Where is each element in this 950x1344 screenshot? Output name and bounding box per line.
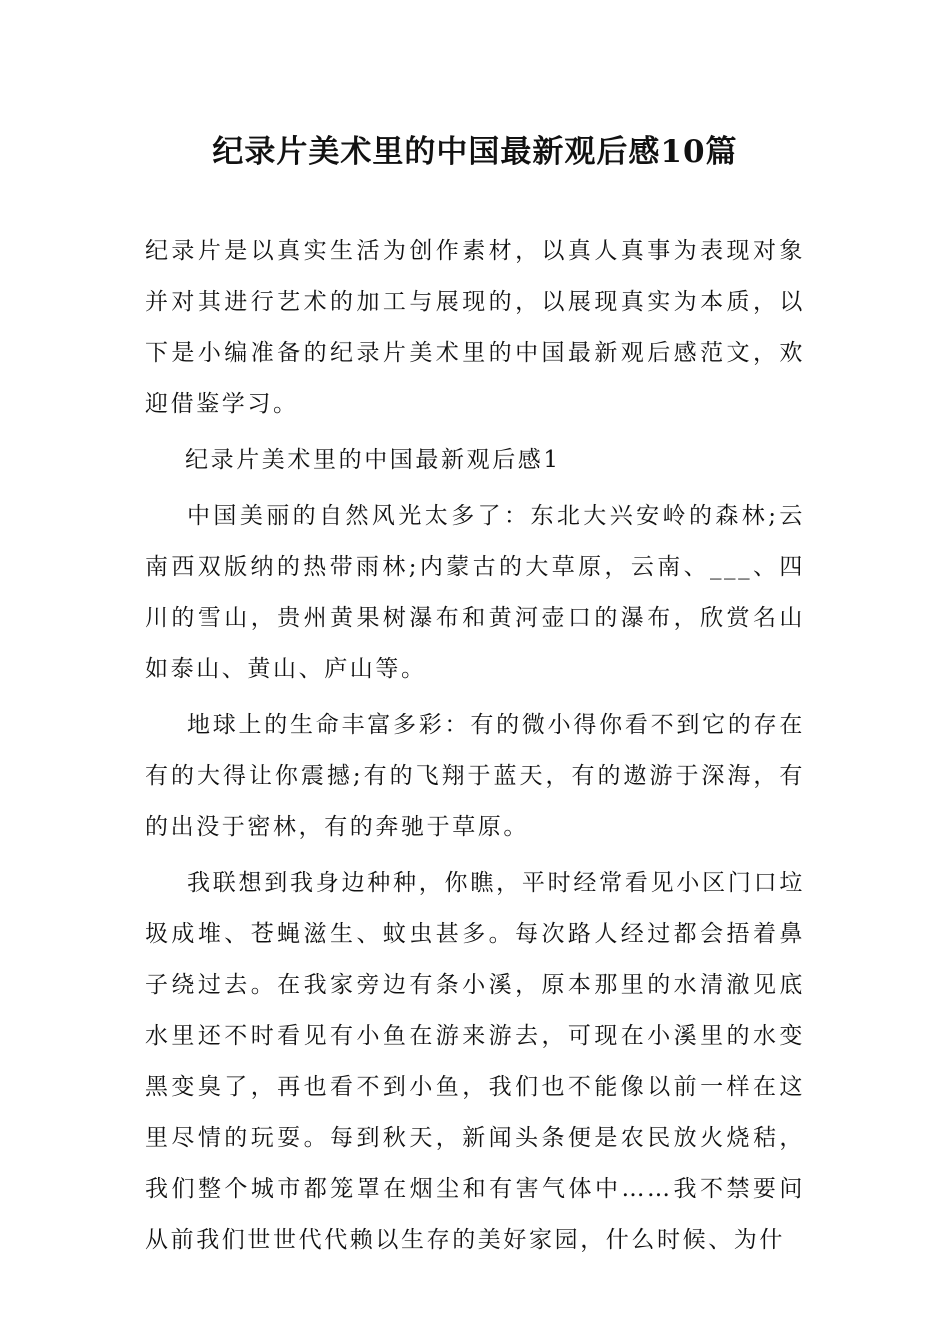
body-paragraph-2: 地球上的生命丰富多彩：有的微小得你看不到它的存在有的大得让你震撼;有的飞翔于蓝天，有的遨游于深海，有的出没于密林，有的奔驰于草原。 bbox=[145, 712, 805, 840]
section-heading-1: 纪录片美术里的中国最新观后感1 bbox=[185, 447, 561, 473]
document-body bbox=[145, 226, 805, 1271]
body-paragraph-3: 我联想到我身边种种，你瞧，平时经常看见小区门口垃圾成堆、苍蝇滋生、蚊虫甚多。每次路人经过都会捂着鼻子绕过去。在我家旁边有条小溪，原本那里的水清澈见底水里还不时看见有小鱼在游来游去，可现在小溪里的水变黑变臭了，再也看不到小鱼，我们也不能像以前一样在这里尽情的玩耍。每到秋天，新闻头条便是农民放火烧秸，我们整个城市都笼罩在烟尘和有害气体中……我不禁要问从前我们世世代代赖以生存的美好家园，什么时候、为什 bbox=[145, 870, 805, 1253]
intro-paragraph: 纪录片是以真实生活为创作素材，以真人真事为表现对象并对其进行艺术的加工与展现的，以展现真实为本质，以下是小编准备的纪录片美术里的中国最新观后感范文，欢迎借鉴学习。 bbox=[145, 238, 805, 417]
document-title: 纪录片美术里的中国最新观后感10篇 bbox=[212, 134, 738, 170]
body-paragraph-1: 中国美丽的自然风光太多了：东北大兴安岭的森林;云南西双版纳的热带雨林;内蒙古的大草原，云南、___、四川的雪山，贵州黄果树瀑布和黄河壶口的瀑布，欣赏名山如泰山、黄山、庐山等。 bbox=[145, 503, 805, 682]
